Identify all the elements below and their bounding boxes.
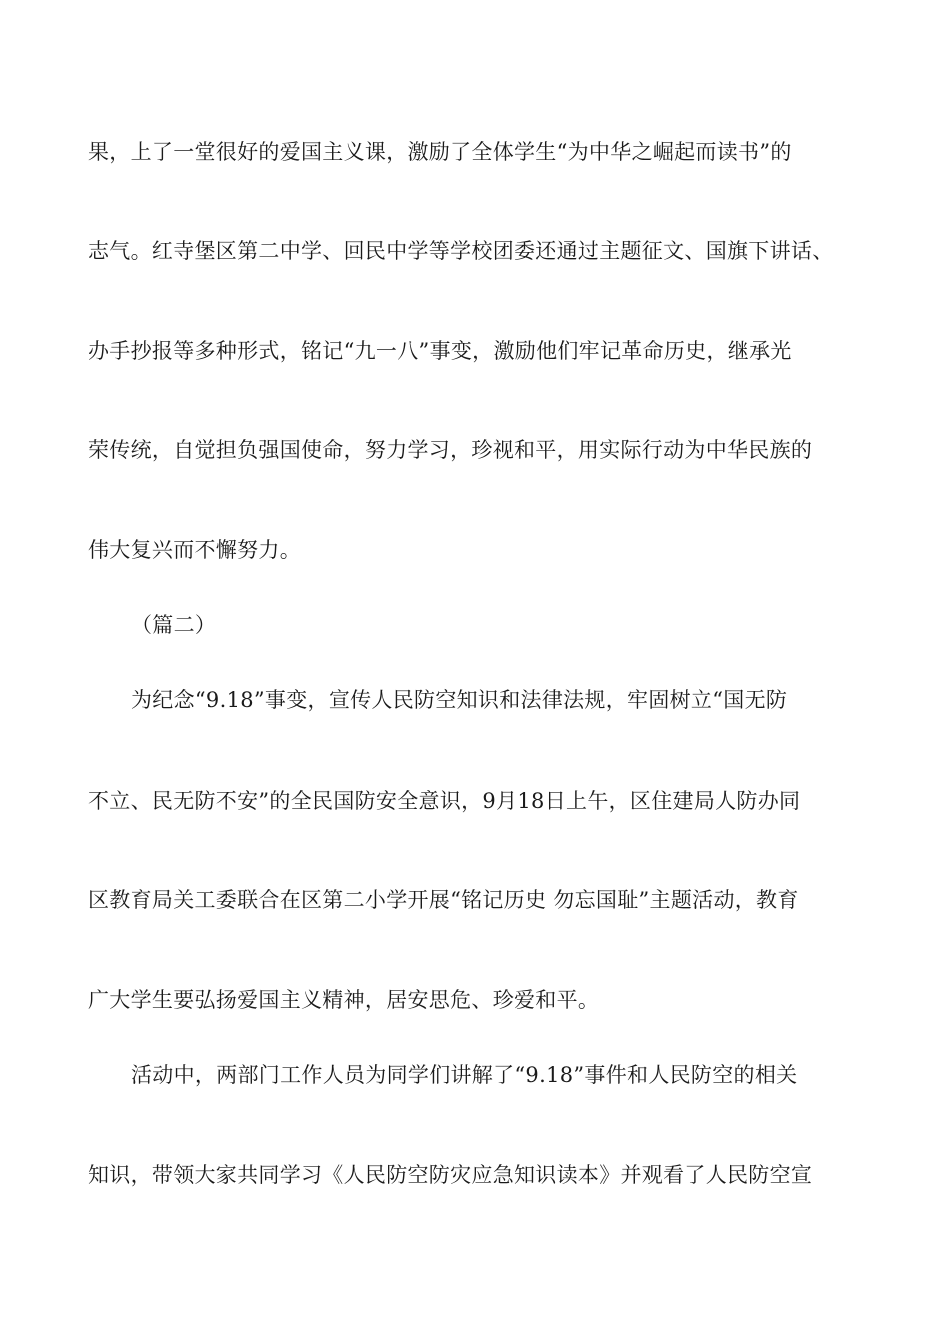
paragraph-1-line-4: 荣传统，自觉担负强国使命，努力学习，珍视和平，用实际行动为中华民族的 xyxy=(88,438,813,462)
paragraph-2-line-3: 区教育局关工委联合在区第二小学开展“铭记历史 勿忘国耻”主题活动，教育 xyxy=(88,888,799,912)
paragraph-3-line-2: 知识，带领大家共同学习《人民防空防灾应急知识读本》并观看了人民防空宣 xyxy=(88,1163,813,1187)
paragraph-2-line-2: 不立、民无防不安”的全民国防安全意识，9月18日上午，区住建局人防办同 xyxy=(88,789,801,813)
paragraph-2-line-4: 广大学生要弘扬爱国主义精神，居安思危、珍爱和平。 xyxy=(88,988,600,1012)
section-heading: （篇二） xyxy=(131,613,217,637)
paragraph-1-line-1: 果，上了一堂很好的爱国主义课，激励了全体学生“为中华之崛起而读书”的 xyxy=(88,140,792,164)
paragraph-2-line-1: 为纪念“9.18”事变，宣传人民防空知识和法律法规，牢固树立“国无防 xyxy=(131,688,788,712)
paragraph-3-line-1: 活动中，两部门工作人员为同学们讲解了“9.18”事件和人民防空的相关 xyxy=(131,1063,798,1087)
paragraph-1-line-2: 志气。红寺堡区第二中学、回民中学等学校团委还通过主题征文、国旗下讲话、 xyxy=(88,239,834,263)
paragraph-1-line-3: 办手抄报等多种形式，铭记“九一八”事变，激励他们牢记革命历史，继承光 xyxy=(88,339,792,363)
paragraph-1-line-5: 伟大复兴而不懈努力。 xyxy=(88,538,301,562)
